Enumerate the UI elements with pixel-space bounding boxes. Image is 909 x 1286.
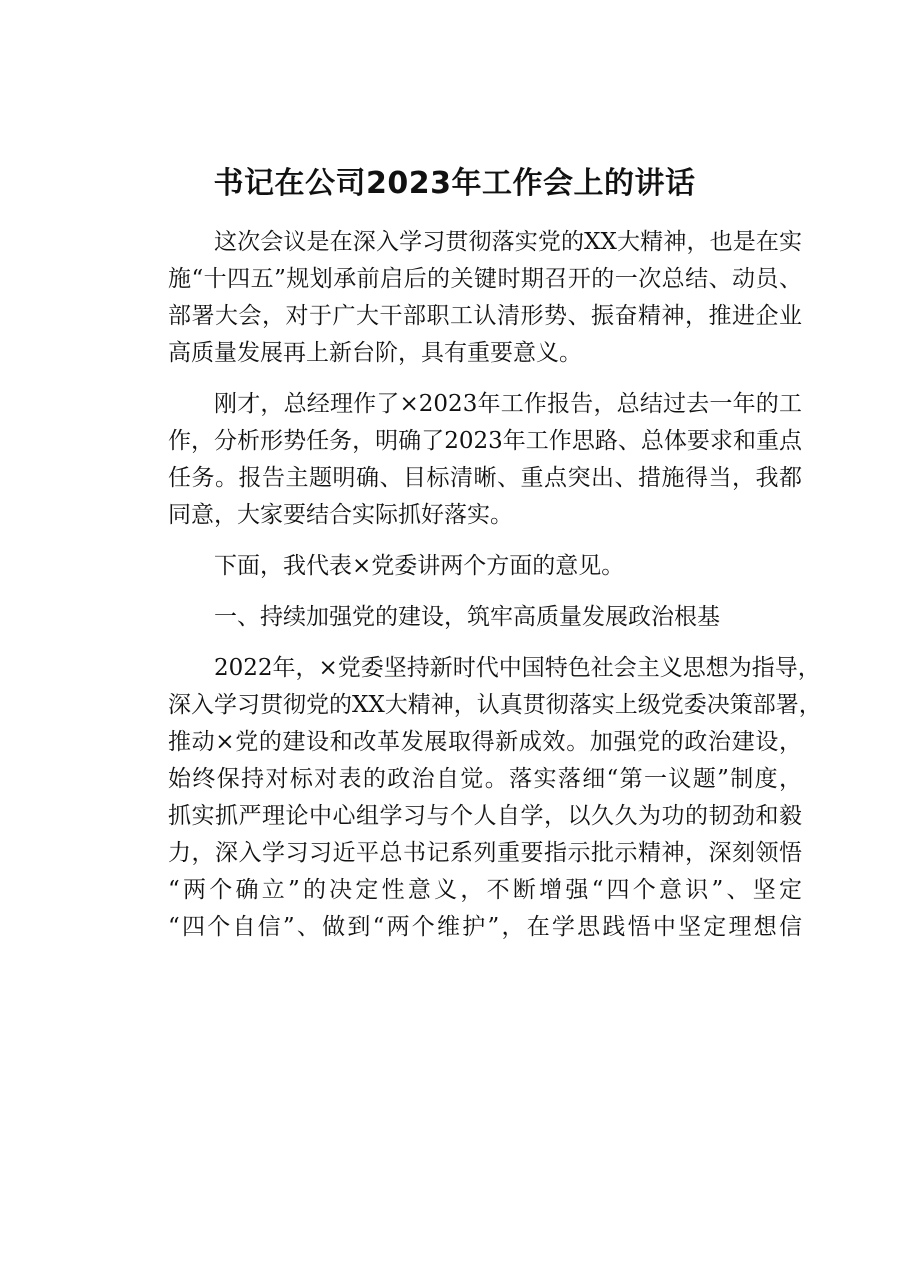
section-heading-1: [122, 599, 802, 636]
text-line: 深入学习贯彻党的XX大精神，认真贯彻落实上级党委决策部署，: [168, 692, 822, 718]
text-line: 任务。报告主题明确、目标清晰、重点突出、措施得当，我都: [168, 465, 802, 491]
text-line: “两个确立”的决定性意义，不断增强“四个意识”、坚定: [168, 877, 802, 903]
document-body: [122, 224, 822, 946]
text-line: 2022年，×党委坚持新时代中国特色社会主义思想为指导，: [214, 655, 821, 681]
text-line: “四个自信”、做到“两个维护”，在学思践悟中坚定理想信: [168, 914, 802, 940]
text-line: 推动×党的建设和改革发展取得新成效。加强党的政治建设，: [168, 729, 802, 755]
text-line: 这次会议是在深入学习贯彻落实党的XX大精神，也是在实: [214, 229, 802, 255]
text-line: 同意，大家要结合实际抓好落实。: [168, 502, 513, 528]
document-title: 书记在公司2023年工作会上的讲话: [213, 166, 696, 201]
text-line: 始终保持对标对表的政治自觉。落实落细“第一议题”制度，: [168, 766, 802, 792]
paragraph-2: [122, 386, 802, 534]
text-line: 力，深入学习习近平总书记系列重要指示批示精神，深刻领悟: [168, 840, 802, 866]
text-line: 施“十四五”规划承前启后的关键时期召开的一次总结、动员、: [168, 266, 802, 292]
text-line: 抓实抓严理论中心组学习与个人自学，以久久为功的韧劲和毅: [168, 803, 802, 829]
text-line: 作，分析形势任务，明确了2023年工作思路、总体要求和重点: [168, 428, 802, 454]
text-line: 下面，我代表×党委讲两个方面的意见。: [214, 553, 625, 579]
text-line: 部署大会，对于广大干部职工认清形势、振奋精神，推进企业: [168, 303, 802, 329]
paragraph-4: [122, 650, 822, 946]
paragraph-1: [122, 224, 802, 372]
text-line: 刚才，总经理作了×2023年工作报告，总结过去一年的工: [214, 391, 802, 417]
text-line: 一、持续加强党的建设，筑牢高质量发展政治根基: [214, 604, 720, 630]
text-line: 高质量发展再上新台阶，具有重要意义。: [168, 340, 582, 366]
paragraph-3: [122, 548, 802, 585]
